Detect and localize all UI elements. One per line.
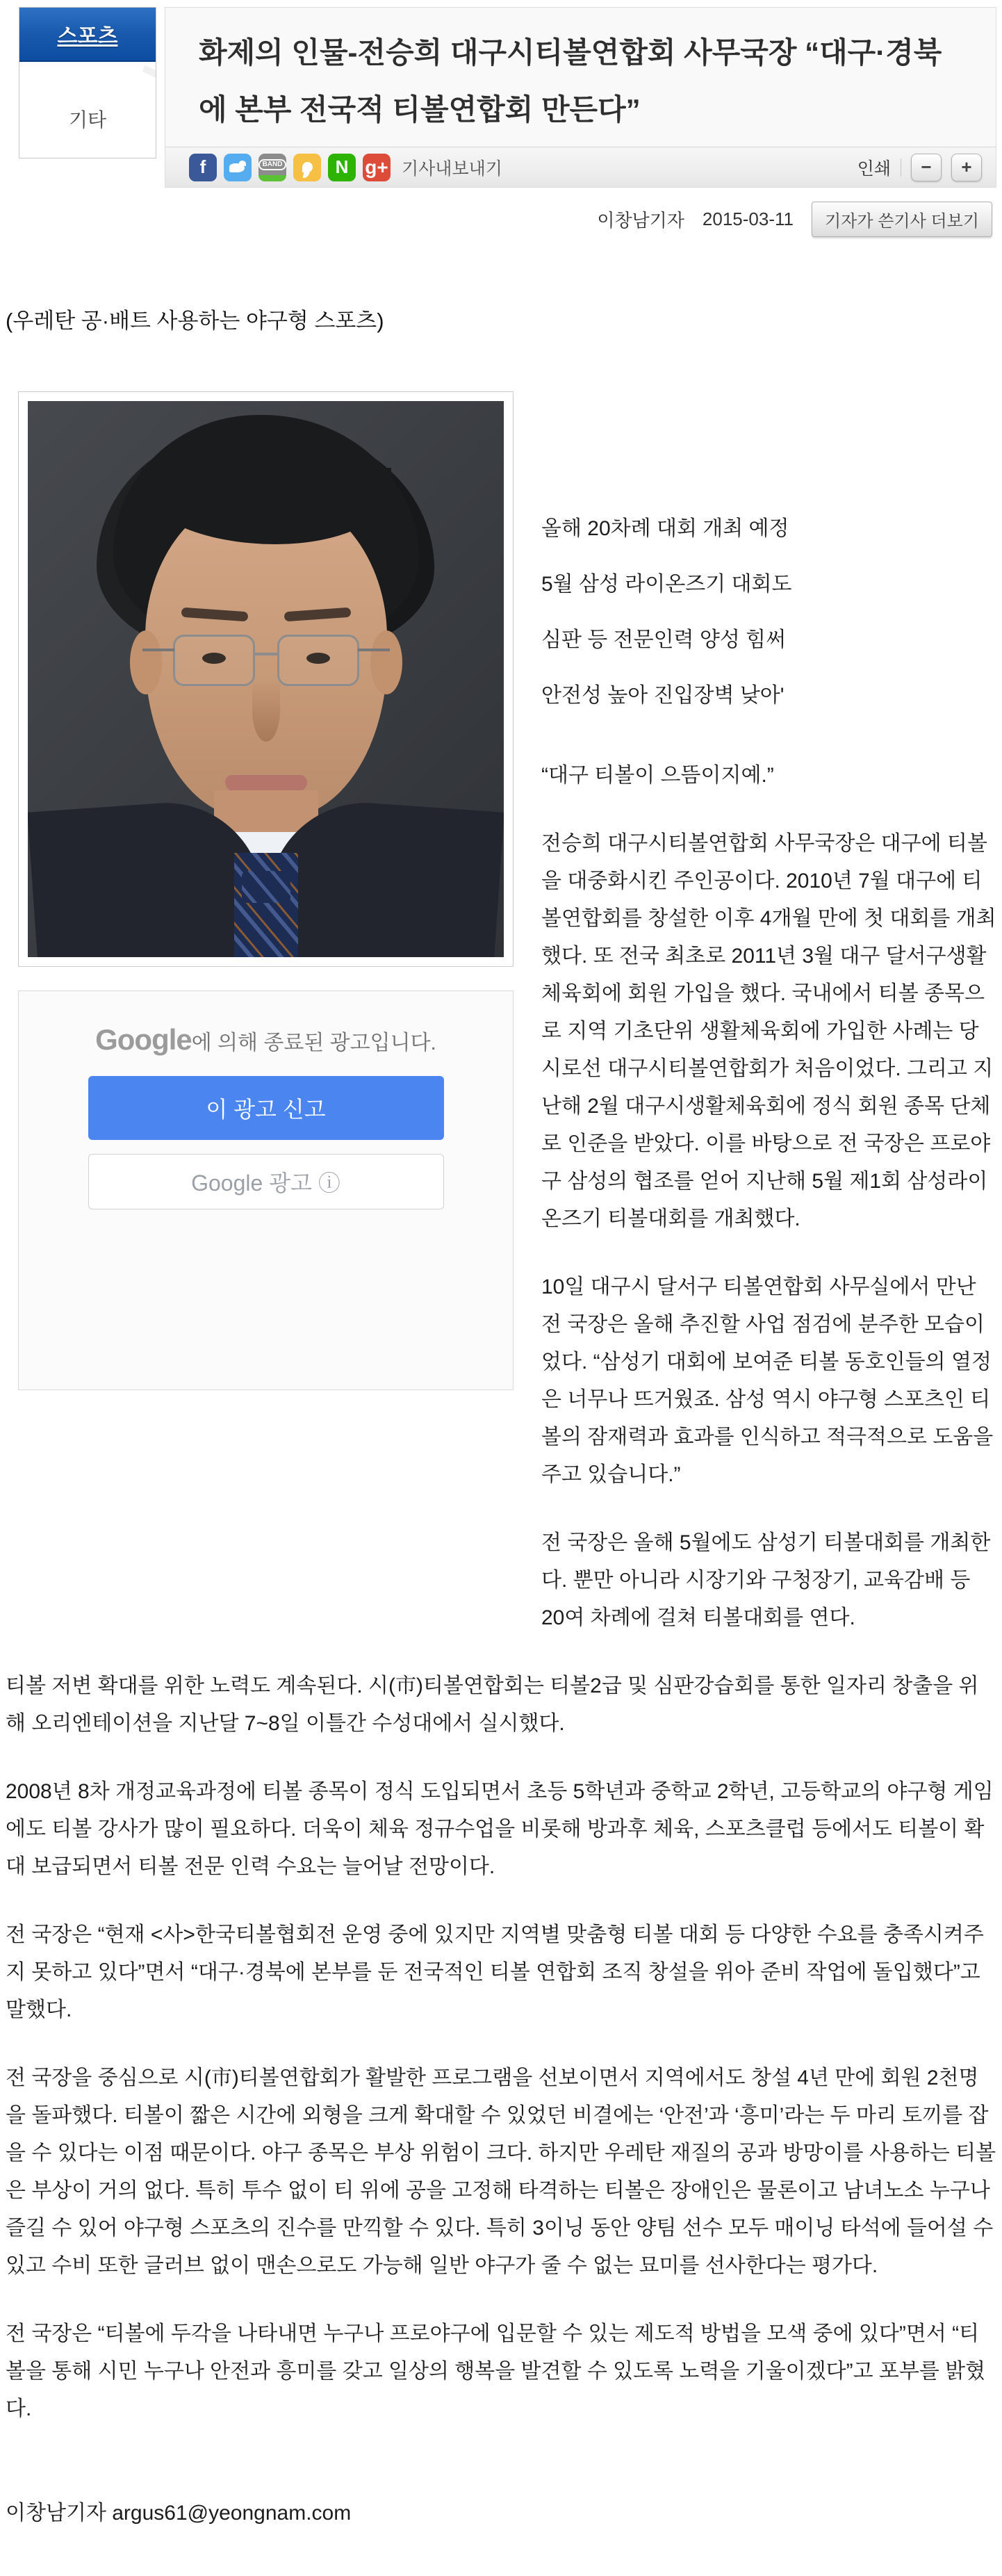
share-label[interactable]: 기사내보내기 bbox=[402, 158, 502, 179]
facebook-glyph: f bbox=[199, 156, 206, 177]
portrait-ear bbox=[130, 630, 162, 694]
article-paragraph: 전 국장은 올해 5월에도 삼성기 티볼대회를 개최한다. 뿐만 아니라 시장기와 구청장기, 교육감배 등 20여 차례에 걸쳐 티볼대회를 연다. bbox=[541, 1531, 991, 1629]
reporter-email-line: 이창남기자 argus61@yeongnam.com bbox=[6, 2502, 352, 2525]
byline-row bbox=[0, 202, 992, 237]
pull-quote: “대구 티볼이 으뜸이지예.” bbox=[541, 764, 774, 787]
portrait-glasses-bridge bbox=[254, 653, 279, 655]
intro-line: 심판 등 전문인력 양성 힘써 bbox=[541, 628, 787, 651]
portrait-tie bbox=[234, 853, 298, 957]
toolbar-right bbox=[857, 154, 982, 181]
naver-icon[interactable] bbox=[328, 154, 356, 181]
facebook-icon[interactable] bbox=[189, 154, 217, 181]
lead-note: (우레탄 공·배트 사용하는 야구형 스포츠) bbox=[6, 309, 384, 333]
font-larger-button[interactable]: + bbox=[951, 154, 982, 181]
portrait-glasses-temple bbox=[142, 649, 174, 651]
sns-icon-row bbox=[189, 154, 391, 181]
article-paragraph: 전 국장을 중심으로 시(市)티볼연합회가 활발한 프로그램을 선보이면서 지역에서도 창설 4년 만에 회원 2천명을 돌파했다. 티볼이 짧은 시간에 외형을 크게 확대할 수 있었던 비결에는 ‘안전’과 ‘흥미’라는 두 마리 토끼를 잡을 수 있다는 이점 때문이다. 야구 종목은 부상 위험이 크다. 하지만 우레탄 재질의 공과 방망이를 사용하는 티볼은 부상이 거의 없다. 특히 투수 없이 티 위에 공을 고정해 타격하는 티볼은 장애인은 물론이고 남녀노소 누구나 즐길 수 있어 야구형 스포츠의 진수를 만끽할 수 있다. 특히 3이닝 동안 양팀 선수 모두 매이닝 타석에 들어설 수 있고 수비 또한 글러브 없이 맨손으로도 가능해 일반 야구가 줄 수 없는 묘미를 선사한다는 평가다. bbox=[6, 2066, 996, 2277]
kakaostory-icon[interactable] bbox=[293, 154, 321, 181]
portrait-photo bbox=[28, 401, 504, 957]
category-label: 스포츠 bbox=[57, 25, 118, 48]
article-paragraph: 2008년 8차 개정교육과정에 티볼 종목이 정식 도입되면서 초등 5학년과 중학교 2학년, 고등학교의 야구형 게임에도 티볼 강사가 많이 필요하다. 더욱이 체육 정규수업을 비롯해 방과후 체육, 스포츠클럽 등에서도 티볼이 확대 보급되면서 티볼 전문 인력 수요는 늘어날 전망이다. bbox=[6, 1780, 994, 1878]
article-paragraph: 전승희 대구시티볼연합회 사무국장은 대구에 티볼을 대중화시킨 주인공이다. 2010년 7월 대구에 티볼연합회를 창설한 이후 4개월 만에 첫 대회를 개최했다. 또 전국 최초로 2011년 3월 대구 달서구생활체육회에 회원 가입을 했다. 국내에서 티볼 종목으로 지역 기초단위 생활체육회에 가입한 사례는 당시로선 대구시티볼연합회가 처음이었다. 그리고 지난해 2월 대구시생활체육회에 정식 회원 종목 단체로 인준을 받았다. 이를 바탕으로 전 국장은 프로야구 삼성의 협조를 얻어 지난해 5월 제1회 삼성라이온즈기 티볼대회를 개최했다. bbox=[541, 832, 996, 1230]
ad-notice-text: 에 의해 종료된 광고입니다. bbox=[191, 1032, 436, 1054]
article-paragraph: 전 국장은 “현재 <사>한국티볼협회전 운영 중에 있지만 지역별 맞춤형 티볼 대회 등 다양한 수요를 충족시켜주지 못하고 있다”면서 “대구·경북에 본부를 둔 전국적인 티볼 연합회 조직 창설을 위아 준비 작업에 돌입했다”고 말했다. bbox=[6, 1923, 984, 2021]
headline-box bbox=[165, 7, 996, 188]
article-body bbox=[0, 307, 1002, 2532]
print-button[interactable]: 인쇄 bbox=[857, 158, 891, 179]
portrait-tie-knot bbox=[242, 871, 290, 903]
report-ad-button[interactable]: 이 광고 신고 bbox=[88, 1076, 444, 1140]
intro-line: 5월 삼성 라이온즈기 대회도 bbox=[541, 573, 792, 596]
band-icon[interactable] bbox=[258, 154, 286, 181]
twitter-icon[interactable] bbox=[224, 154, 252, 181]
kakao-comma-glyph bbox=[302, 162, 313, 172]
googleplus-icon[interactable] bbox=[363, 154, 391, 181]
twitter-bird-glyph bbox=[229, 161, 246, 174]
google-logo: Google bbox=[95, 1023, 192, 1056]
portrait-glasses-temple bbox=[358, 649, 390, 651]
left-media-column bbox=[18, 391, 514, 1620]
portrait-nose bbox=[252, 679, 280, 742]
naver-glyph: N bbox=[335, 156, 349, 177]
reporter-name: 이창남기자 bbox=[597, 210, 684, 231]
google-adchoices-button[interactable]: Google 광고 ⓘ bbox=[88, 1154, 444, 1209]
page-header bbox=[0, 0, 1002, 188]
band-glyph: BAND bbox=[258, 159, 286, 170]
more-articles-button[interactable]: 기자가 쓴기사 더보기 bbox=[812, 202, 992, 237]
article-paragraph: 전 국장은 “티볼에 두각을 나타내면 누구나 프로야구에 입문할 수 있는 제도적 방법을 모색 중에 있다”면서 “티볼을 통해 시민 누구나 안전과 흥미를 갖고 일상의 행복을 발견할 수 있도록 노력을 기울이겠다”고 포부를 밝혔다. bbox=[6, 2322, 986, 2420]
googleplus-glyph: g+ bbox=[365, 156, 388, 178]
category-header[interactable] bbox=[19, 8, 156, 62]
media-column-spacer bbox=[18, 1390, 514, 1620]
page-title: 화제의 인물-전승희 대구시티볼연합회 사무국장 “대구·경북에 본부 전국적 티볼연합회 만든다” bbox=[199, 36, 942, 126]
intro-line: 안전성 높아 진입장벽 낮아' bbox=[541, 684, 785, 707]
portrait-glasses bbox=[173, 635, 255, 686]
portrait-ear bbox=[370, 630, 402, 694]
subcategory-label[interactable]: 기타 bbox=[68, 109, 107, 131]
font-smaller-button[interactable]: − bbox=[911, 154, 942, 181]
share-toolbar bbox=[165, 147, 996, 187]
article-paragraph: 10일 대구시 달서구 티볼연합회 사무실에서 만난 전 국장은 올해 추진할 사업 점검에 분주한 모습이었다. “삼성기 대회에 보여준 티볼 동호인들의 열정은 너무나 뜨거웠죠. 삼성 역시 야구형 스포츠인 티볼의 잠재력과 효과를 인식하고 적극적으로 도움을 주고 있습니다.” bbox=[541, 1275, 994, 1486]
google-ad-box bbox=[18, 991, 514, 1390]
article-date: 2015-03-11 bbox=[702, 209, 794, 229]
category-box bbox=[19, 7, 156, 158]
article-paragraph: 티볼 저변 확대를 위한 노력도 계속된다. 시(市)티볼연합회는 티볼2급 및 심판강습회를 통한 일자리 창출을 위해 오리엔테이션을 지난달 7~8일 이틀간 수성대에서 실시했다. bbox=[6, 1674, 979, 1735]
portrait-photo-frame bbox=[18, 391, 514, 967]
portrait-mouth bbox=[225, 775, 307, 792]
portrait-glasses bbox=[277, 635, 359, 686]
ad-notice bbox=[19, 1023, 513, 1057]
intro-line: 올해 20차례 대회 개최 예정 bbox=[541, 517, 789, 540]
